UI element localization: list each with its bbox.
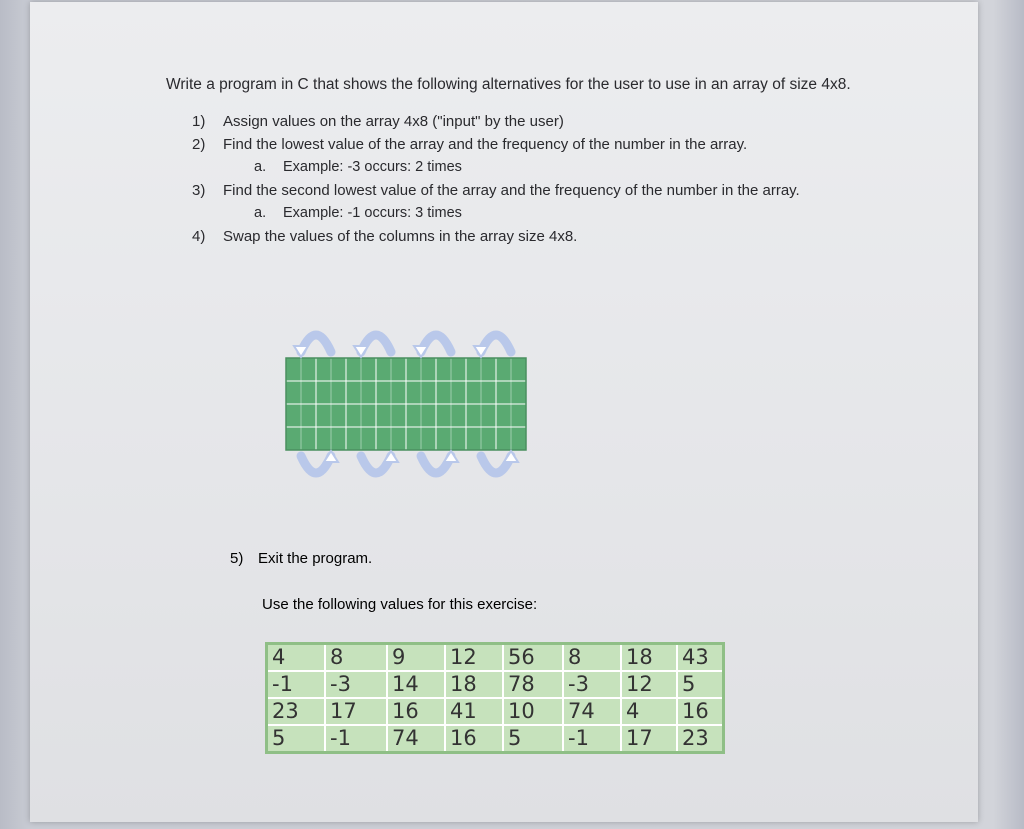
- task-item-3: [166, 179, 886, 202]
- task-number: 3): [192, 182, 206, 199]
- table-cell: 5: [677, 671, 724, 698]
- table-cell: 23: [267, 698, 326, 725]
- table-cell: -3: [325, 671, 387, 698]
- task-text: Assign values on the array 4x8 ("input" by the user): [223, 113, 564, 130]
- task-text: Swap the values of the columns in the array size 4x8.: [223, 228, 578, 245]
- table-cell: 14: [387, 671, 445, 698]
- task-sub-item-3a: [166, 202, 886, 225]
- table-cell: 74: [387, 725, 445, 753]
- table-cell: 17: [621, 725, 677, 753]
- table-cell: 74: [563, 698, 621, 725]
- task-text: Find the lowest value of the array and the frequency of the number in the array.: [223, 136, 748, 153]
- table-row: [267, 671, 724, 698]
- intro-text: Write a program in C that shows the following alternatives for the user to use in an array of size 4x8.: [166, 76, 851, 93]
- task-number: 5): [230, 550, 244, 567]
- document-body: [166, 74, 886, 248]
- sub-text: Example: -3 occurs: 2 times: [283, 159, 462, 175]
- table-cell: -1: [267, 671, 326, 698]
- table-cell: 78: [503, 671, 563, 698]
- table-cell: -1: [563, 725, 621, 753]
- table-row: [267, 698, 724, 725]
- table-cell: 8: [325, 644, 387, 672]
- table-row: [267, 644, 724, 672]
- table-cell: 16: [445, 725, 503, 753]
- values-table: [265, 642, 725, 754]
- table-row: [267, 725, 724, 753]
- task-text: Find the second lowest value of the array and the frequency of the number in the array.: [223, 182, 800, 199]
- table-cell: -3: [563, 671, 621, 698]
- task-number: 1): [192, 113, 206, 130]
- table-cell: 10: [503, 698, 563, 725]
- sub-letter: a.: [254, 205, 267, 221]
- task-item-2: [166, 133, 886, 156]
- table-cell: 23: [677, 725, 724, 753]
- table-cell: 12: [445, 644, 503, 672]
- values-caption: Use the following values for this exercise:: [262, 596, 538, 613]
- table-cell: 12: [621, 671, 677, 698]
- table-cell: 18: [621, 644, 677, 672]
- table-cell: 9: [387, 644, 445, 672]
- table-cell: -1: [325, 725, 387, 753]
- table-cell: 41: [445, 698, 503, 725]
- paper-page: [30, 2, 978, 822]
- table-cell: 43: [677, 644, 724, 672]
- task-list: [166, 110, 886, 248]
- table-cell: 18: [445, 671, 503, 698]
- table-cell: 16: [677, 698, 724, 725]
- sub-text: Example: -1 occurs: 3 times: [283, 205, 462, 221]
- table-cell: 8: [563, 644, 621, 672]
- table-cell: 4: [621, 698, 677, 725]
- table-cell: 56: [503, 644, 563, 672]
- table-cell: 5: [267, 725, 326, 753]
- task-sub-item-2a: [166, 156, 886, 179]
- task-number: 4): [192, 228, 206, 245]
- task-item-1: [166, 110, 886, 133]
- task-item-5: [230, 550, 372, 567]
- table-cell: 5: [503, 725, 563, 753]
- table-cell: 17: [325, 698, 387, 725]
- column-swap-diagram: [250, 318, 550, 486]
- sub-letter: a.: [254, 159, 267, 175]
- task-text: Exit the program.: [258, 550, 373, 567]
- task-item-4: [166, 225, 886, 248]
- table-cell: 16: [387, 698, 445, 725]
- table-cell: 4: [267, 644, 326, 672]
- task-number: 2): [192, 136, 206, 153]
